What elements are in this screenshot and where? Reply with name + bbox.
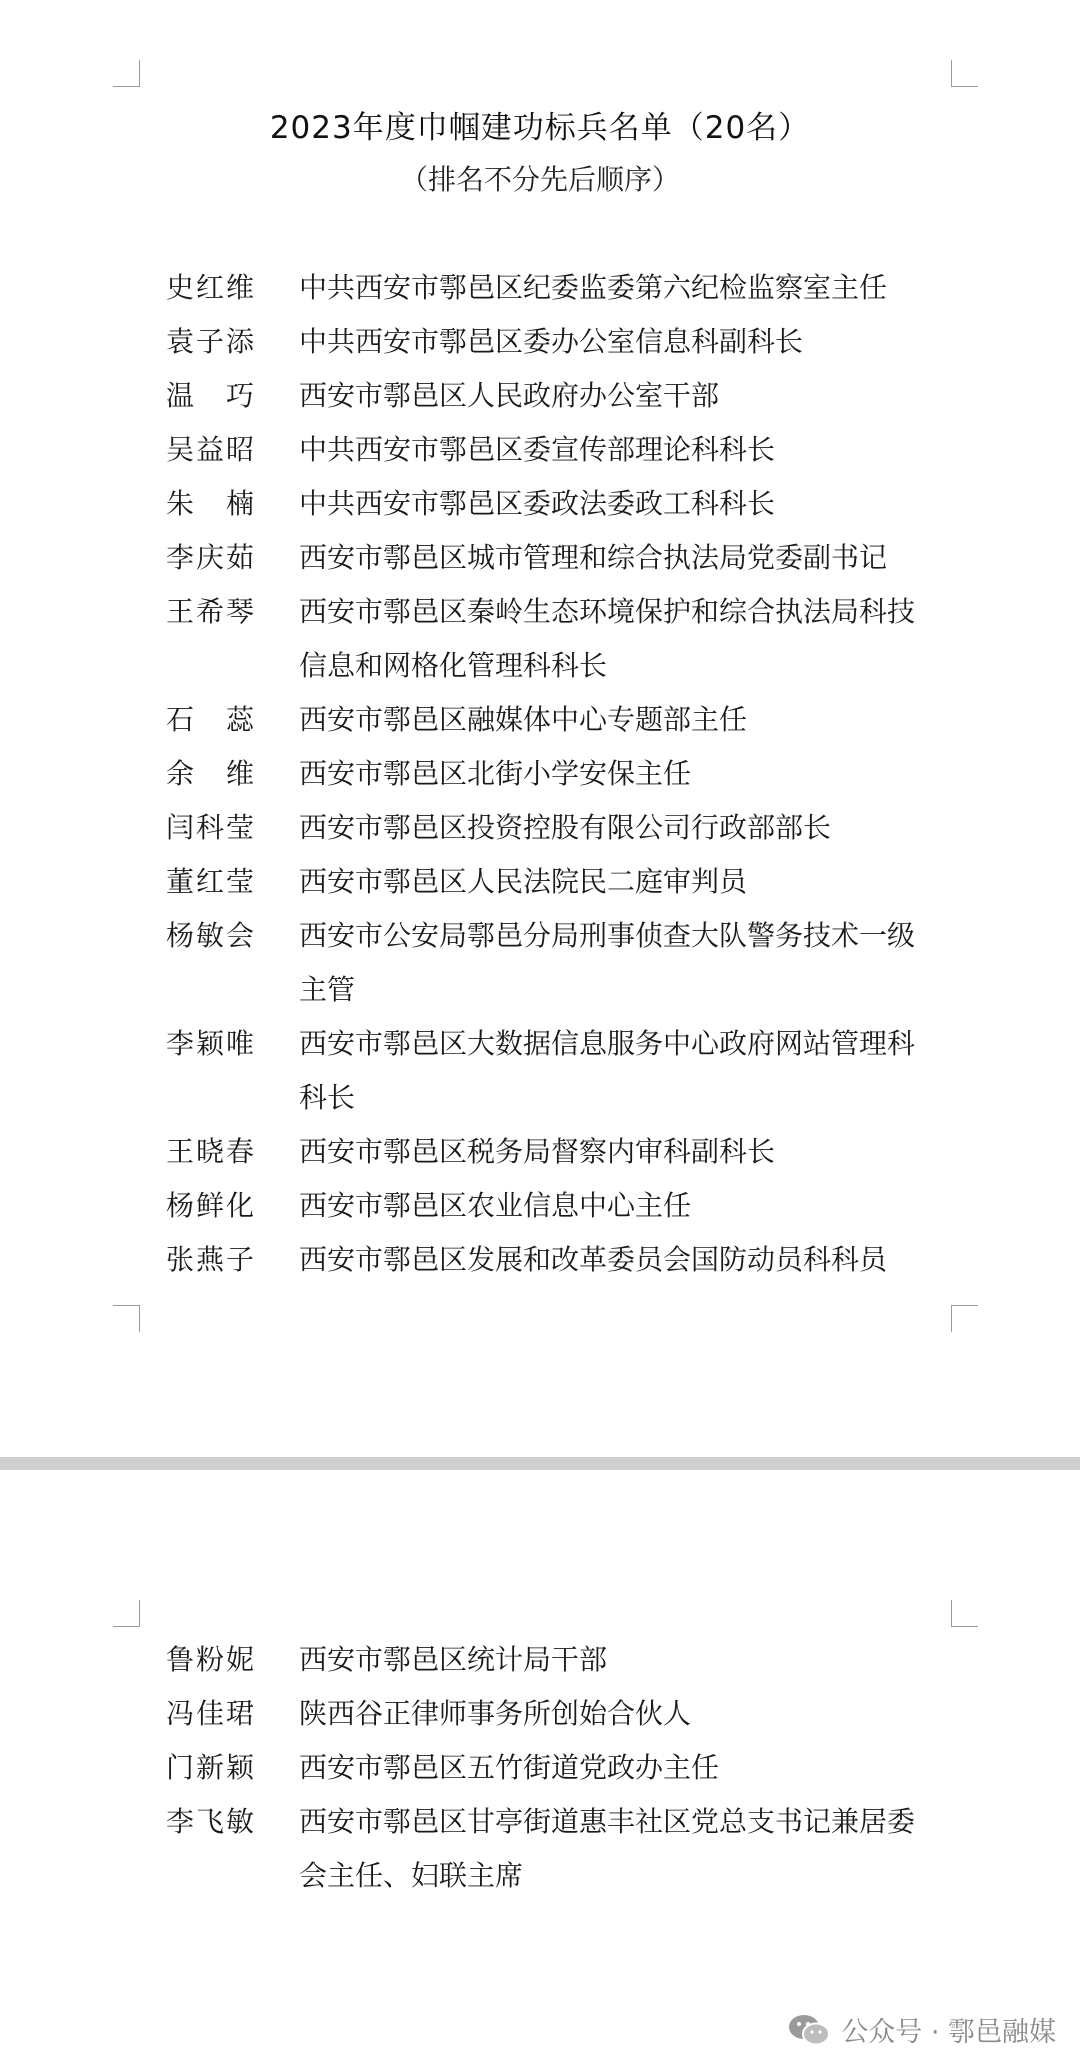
list-item	[166, 423, 966, 477]
list-item	[166, 1633, 966, 1687]
list-item	[166, 855, 966, 909]
honoree-position: 西安市鄠邑区统计局干部	[299, 1643, 608, 1676]
honoree-position: 西安市鄠邑区甘亭街道惠丰社区党总支书记兼居委会主任、妇联主席	[299, 1805, 916, 1892]
page-corner-mark	[113, 1600, 140, 1627]
honoree-name: 温 巧	[166, 379, 257, 412]
page-separator	[0, 1457, 1080, 1470]
honoree-name: 王希琴	[166, 595, 257, 628]
list-item	[166, 1741, 966, 1795]
list-item	[166, 693, 966, 747]
list-item	[166, 747, 966, 801]
honoree-position: 西安市鄠邑区融媒体中心专题部主任	[299, 703, 748, 736]
list-item	[166, 909, 966, 1017]
page-corner-mark	[951, 60, 978, 87]
document-page-2	[0, 1470, 1080, 2071]
honoree-name: 袁子添	[166, 325, 257, 358]
page-corner-mark	[951, 1600, 978, 1627]
list-item	[166, 1017, 966, 1125]
list-item	[166, 1233, 966, 1287]
honoree-name: 李庆茹	[166, 541, 257, 574]
list-item	[166, 801, 966, 855]
honoree-position: 中共西安市鄠邑区委政法委政工科科长	[299, 487, 776, 520]
honoree-name: 门新颖	[166, 1751, 257, 1784]
honoree-position: 西安市公安局鄠邑分局刑事侦查大队警务技术一级主管	[299, 919, 916, 1006]
list-item	[166, 585, 966, 693]
page-corner-mark	[951, 1305, 978, 1332]
honoree-position: 西安市鄠邑区农业信息中心主任	[299, 1189, 692, 1222]
page-corner-mark	[113, 60, 140, 87]
honoree-position: 西安市鄠邑区人民政府办公室干部	[299, 379, 720, 412]
honoree-position: 西安市鄠邑区人民法院民二庭审判员	[299, 865, 748, 898]
honoree-name: 史红维	[166, 271, 257, 304]
honoree-list	[166, 261, 966, 1287]
page-corner-mark	[113, 1305, 140, 1332]
list-item	[166, 1179, 966, 1233]
honoree-position: 中共西安市鄠邑区纪委监委第六纪检监察室主任	[299, 271, 888, 304]
honoree-name: 董红莹	[166, 865, 257, 898]
document-subtitle: （排名不分先后顺序）	[399, 163, 680, 196]
honoree-position: 西安市鄠邑区秦岭生态环境保护和综合执法局科技信息和网格化管理科科长	[299, 595, 916, 682]
honoree-name: 杨鲜化	[166, 1189, 257, 1222]
honoree-position: 西安市鄠邑区五竹街道党政办主任	[299, 1751, 720, 1784]
wechat-icon	[787, 2012, 831, 2048]
honoree-position: 西安市鄠邑区投资控股有限公司行政部部长	[299, 811, 832, 844]
watermark	[787, 2010, 1056, 2049]
honoree-name: 吴益昭	[166, 433, 257, 466]
honoree-position: 西安市鄠邑区大数据信息服务中心政府网站管理科科长	[299, 1027, 916, 1114]
honoree-position: 西安市鄠邑区城市管理和综合执法局党委副书记	[299, 541, 888, 574]
document-title: 2023年度巾帼建功标兵名单（20名）	[269, 110, 811, 146]
honoree-position: 陕西谷正律师事务所创始合伙人	[299, 1697, 692, 1730]
honoree-name: 余 维	[166, 757, 257, 790]
list-item	[166, 1125, 966, 1179]
honoree-name: 李颖唯	[166, 1027, 257, 1060]
honoree-name: 李飞敏	[166, 1805, 257, 1838]
list-item	[166, 1795, 966, 1903]
honoree-list-continued	[166, 1633, 966, 1903]
honoree-position: 西安市鄠邑区税务局督察内审科副科长	[299, 1135, 776, 1168]
honoree-name: 朱 楠	[166, 487, 257, 520]
honoree-position: 中共西安市鄠邑区委宣传部理论科科长	[299, 433, 776, 466]
honoree-name: 石 蕊	[166, 703, 257, 736]
honoree-name: 闫科莹	[166, 811, 257, 844]
honoree-position: 西安市鄠邑区北街小学安保主任	[299, 757, 692, 790]
list-item	[166, 531, 966, 585]
honoree-name: 王晓春	[166, 1135, 257, 1168]
honoree-name: 冯佳珺	[166, 1697, 257, 1730]
list-item	[166, 1687, 966, 1741]
honoree-name: 杨敏会	[166, 919, 257, 952]
honoree-position: 西安市鄠邑区发展和改革委员会国防动员科科员	[299, 1243, 888, 1276]
honoree-position: 中共西安市鄠邑区委办公室信息科副科长	[299, 325, 804, 358]
honoree-name: 张燕子	[166, 1243, 257, 1276]
list-item	[166, 261, 966, 315]
list-item	[166, 477, 966, 531]
honoree-name: 鲁粉妮	[166, 1643, 257, 1676]
list-item	[166, 369, 966, 423]
list-item	[166, 315, 966, 369]
watermark-text: 公众号 · 鄠邑融媒	[841, 2017, 1056, 2048]
